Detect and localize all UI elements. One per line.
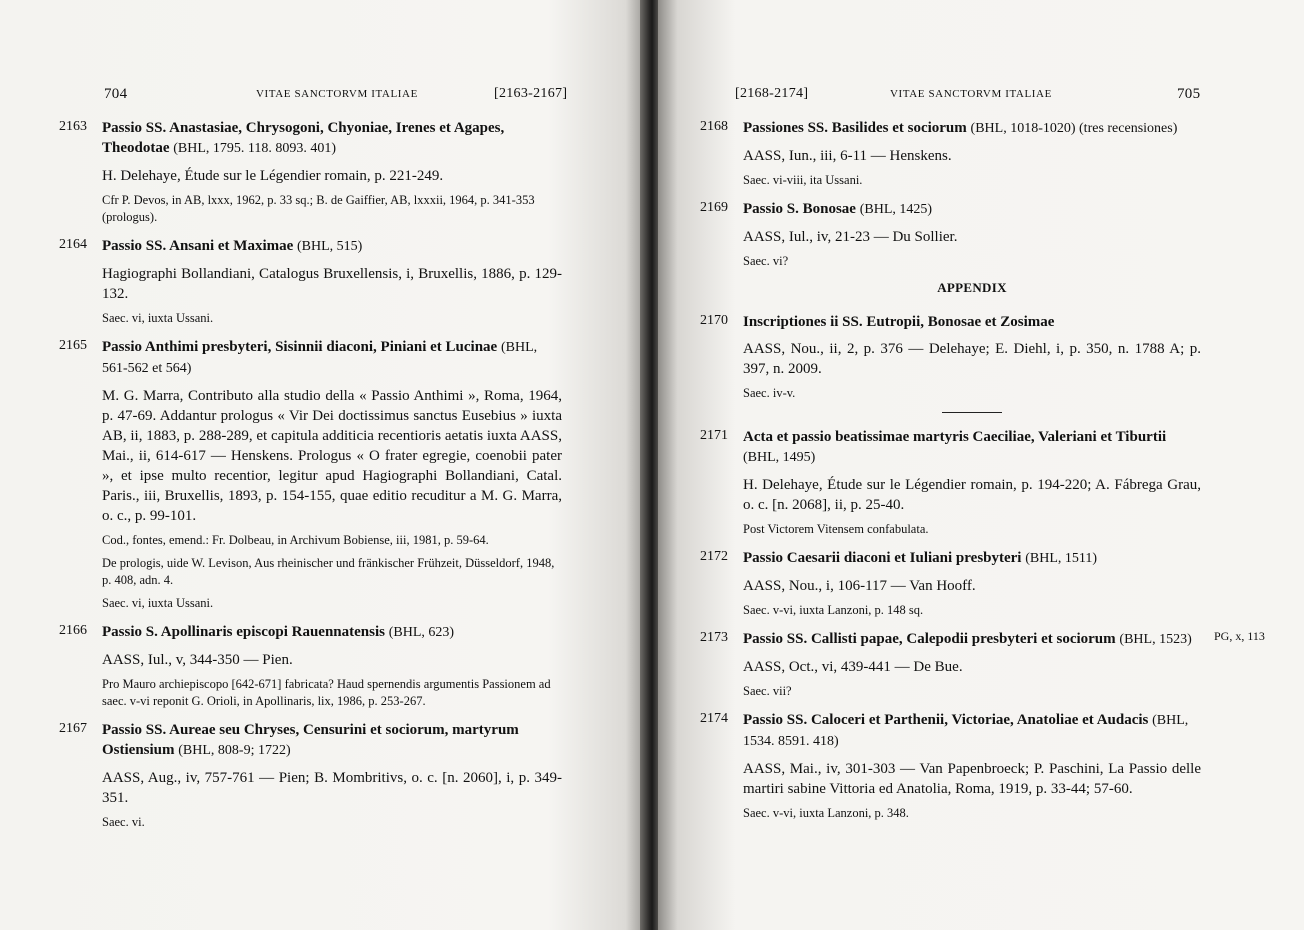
entry-number: 2171: [700, 428, 728, 443]
left-running-title: VITAE SANCTORVM ITALIAE: [256, 88, 418, 100]
bhl-reference: (BHL, 561-562 et 564): [102, 340, 538, 376]
edition-reference: AASS, Iul., iv, 21-23 — Du Sollier.: [743, 229, 958, 245]
bhl-reference: (BHL, 1534. 8591. 418): [743, 713, 1189, 749]
edition-reference: AASS, Iul., v, 344-350 — Pien.: [102, 652, 293, 668]
entry-2168: [700, 118, 1201, 189]
right-page-header: [658, 86, 1304, 106]
entry-number: 2165: [59, 338, 87, 353]
left-page: [0, 0, 645, 930]
entry-number: 2172: [700, 549, 728, 564]
entry-title-text: Passio Anthimi presbyteri, Sisinnii diaconi, Piniani et Lucinae: [102, 339, 498, 355]
entry-2166: [59, 622, 562, 710]
bhl-reference: (BHL, 808-9; 1722): [178, 743, 291, 758]
entry-note: Saec. vi, iuxta Ussani.: [102, 311, 214, 325]
appendix-heading: APPENDIX: [937, 280, 1007, 295]
entry-note: Saec. iv-v.: [743, 386, 796, 400]
entry-title: [743, 548, 1201, 569]
entry-number: 2164: [59, 237, 87, 252]
entry-number: 2168: [700, 119, 728, 134]
entry-2167: [59, 720, 562, 831]
bhl-reference: (BHL, 1523): [1119, 632, 1192, 647]
entry-title-text: Passio S. Apollinaris episcopi Rauennatensis: [102, 624, 385, 640]
edition-reference: AASS, Nou., i, 106-117 — Van Hooff.: [743, 578, 976, 594]
entry-2172: [700, 548, 1201, 619]
entry-2165: [59, 337, 562, 612]
entry-2173: [700, 629, 1265, 700]
bhl-reference: (BHL, 1795. 118. 8093. 401): [173, 141, 337, 156]
bhl-reference: (BHL, 1511): [1025, 551, 1098, 566]
entry-title: [102, 337, 562, 379]
entry-note: Post Victorem Vitensem confabulata.: [743, 522, 929, 536]
entry-note: Saec. vi.: [102, 815, 145, 829]
margin-reference: PG, x, 113: [1214, 629, 1265, 643]
section-rule: [942, 412, 1002, 413]
entry-title: [102, 118, 562, 159]
entry-title-text: Inscriptiones ii SS. Eutropii, Bonosae et Zosimae: [743, 314, 1055, 330]
entry-number: 2169: [700, 200, 728, 215]
entry-note: Saec. vi?: [743, 254, 789, 268]
edition-reference: H. Delehaye, Étude sur le Légendier romain, p. 221-249.: [102, 168, 444, 184]
entry-note: Saec. v-vi, iuxta Lanzoni, p. 348.: [743, 806, 909, 820]
entry-note: De prologis, uide W. Levison, Aus rheinischer und fränkischer Frühzeit, Düsseldorf, 1948, p. 408, adn. 4.: [102, 556, 555, 587]
entry-title: [743, 199, 1201, 220]
entry-number: 2163: [59, 119, 87, 134]
bhl-reference: (BHL, 515): [297, 239, 363, 254]
edition-reference: AASS, Nou., ii, 2, p. 376 — Delehaye; E. Diehl, i, p. 350, n. 1788 A; p. 397, n. 2009.: [743, 341, 1201, 377]
right-page: [658, 0, 1304, 930]
left-column: [59, 118, 562, 841]
edition-reference: AASS, Mai., iv, 301-303 — Van Papenbroeck; P. Paschini, La Passio delle martiri sabine Vittoria ed Anatolia, Roma, 1919, p. 33-44; 57-60.: [743, 761, 1201, 797]
edition-reference: Hagiographi Bollandiani, Catalogus Bruxellensis, i, Bruxellis, 1886, p. 129-132.: [102, 266, 562, 302]
entry-2163: [59, 118, 562, 226]
left-page-header: [0, 86, 645, 106]
edition-reference: M. G. Marra, Contributo alla studio della « Passio Anthimi », Roma, 1964, p. 47-69. Addantur prologus « Vir Dei doctissimus sanctus Eusebius » iuxta AB, ii, 1883, p. 288-289, et capitula additicia recentioris aetatis iuxta AASS, Mai., ii, 614-617 — Henskens. Prologus « O frater egregie, coenobii pater », et ipse multo recentior, legitur apud Hagiographi Bollandiani, Catal. Paris., iii, Bruxellis, 1893, p. 154-155, quae editio recuditur a M. G. Marra, o. c., p. 99-101.: [102, 388, 562, 524]
left-page-number: 704: [104, 86, 128, 102]
left-range: [2163-2167]: [494, 86, 568, 101]
entry-note: Saec. vi, iuxta Ussani.: [102, 596, 214, 610]
entry-title-text: Passio SS. Callisti papae, Calepodii presbyteri et sociorum: [743, 631, 1116, 647]
edition-reference: AASS, Oct., vi, 439-441 — De Bue.: [743, 659, 963, 675]
bhl-reference: (BHL, 1495): [743, 450, 816, 465]
right-column: [700, 118, 1265, 832]
entry-note: Saec. v-vi, iuxta Lanzoni, p. 148 sq.: [743, 603, 924, 617]
entry-number: 2174: [700, 711, 728, 726]
right-range: [2168-2174]: [735, 86, 809, 101]
entry-title: [102, 236, 562, 257]
entry-2171: [700, 427, 1201, 538]
entry-title: [102, 720, 562, 761]
entry-number: 2167: [59, 721, 87, 736]
entry-title-text: Passiones SS. Basilides et sociorum: [743, 120, 967, 136]
entry-note: Cfr P. Devos, in AB, lxxx, 1962, p. 33 sq.; B. de Gaiffier, AB, lxxxii, 1964, p. 341-353 (prologus).: [102, 193, 535, 224]
entry-title-text: Passio SS. Ansani et Maximae: [102, 238, 294, 254]
entry-title: [743, 118, 1201, 139]
entry-title: [743, 710, 1201, 752]
bhl-reference: (BHL, 1018-1020) (tres recensiones): [970, 121, 1178, 136]
right-running-title: VITAE SANCTORVM ITALIAE: [890, 88, 1052, 100]
entry-title: [743, 427, 1201, 468]
entry-note: Cod., fontes, emend.: Fr. Dolbeau, in Archivum Bobiense, iii, 1981, p. 59-64.: [102, 533, 489, 547]
bhl-reference: (BHL, 623): [388, 625, 455, 640]
entry-title: [743, 312, 1201, 332]
edition-reference: AASS, Aug., iv, 757-761 — Pien; B. Mombritivs, o. c. [n. 2060], i, p. 349-351.: [102, 770, 562, 806]
entry-title-text: Passio S. Bonosae: [743, 201, 856, 217]
entry-note: Pro Mauro archiepiscopo [642-671] fabricata? Haud spernendis argumentis Passionem ad saec. v-vi reponit G. Orioli, in Apollinaris, lix, 1986, p. 253-267.: [102, 677, 551, 708]
entry-title-text: Passio SS. Anastasiae, Chrysogoni, Chyoniae, Irenes et Agapes, Theodotae: [102, 120, 505, 156]
entry-2174: [700, 710, 1201, 822]
entry-note: Saec. vi-viii, ita Ussani.: [743, 173, 863, 187]
entry-title-text: Passio SS. Caloceri et Parthenii, Victoriae, Anatoliae et Audacis: [743, 712, 1149, 728]
entry-title: [102, 622, 562, 643]
entry-note: Saec. vii?: [743, 684, 792, 698]
entry-2169: [700, 199, 1201, 270]
entry-2164: [59, 236, 562, 327]
entry-title-text: Passio Caesarii diaconi et Iuliani presbyteri: [743, 550, 1022, 566]
entry-2170: [700, 312, 1201, 402]
entry-title: [743, 629, 1201, 650]
right-page-number: 705: [1177, 86, 1201, 102]
entry-number: 2166: [59, 623, 87, 638]
edition-reference: AASS, Iun., iii, 6-11 — Henskens.: [743, 148, 952, 164]
entry-number: 2170: [700, 313, 728, 328]
entry-title-text: Passio SS. Aureae seu Chryses, Censurini et sociorum, martyrum Ostiensium: [102, 722, 519, 758]
edition-reference: H. Delehaye, Étude sur le Légendier romain, p. 194-220; A. Fábrega Grau, o. c. [n. 2068], ii, p. 25-40.: [743, 477, 1201, 513]
entry-number: 2173: [700, 630, 728, 645]
bhl-reference: (BHL, 1425): [859, 202, 933, 217]
entry-title-text: Acta et passio beatissimae martyris Caeciliae, Valeriani et Tiburtii: [743, 429, 1167, 445]
